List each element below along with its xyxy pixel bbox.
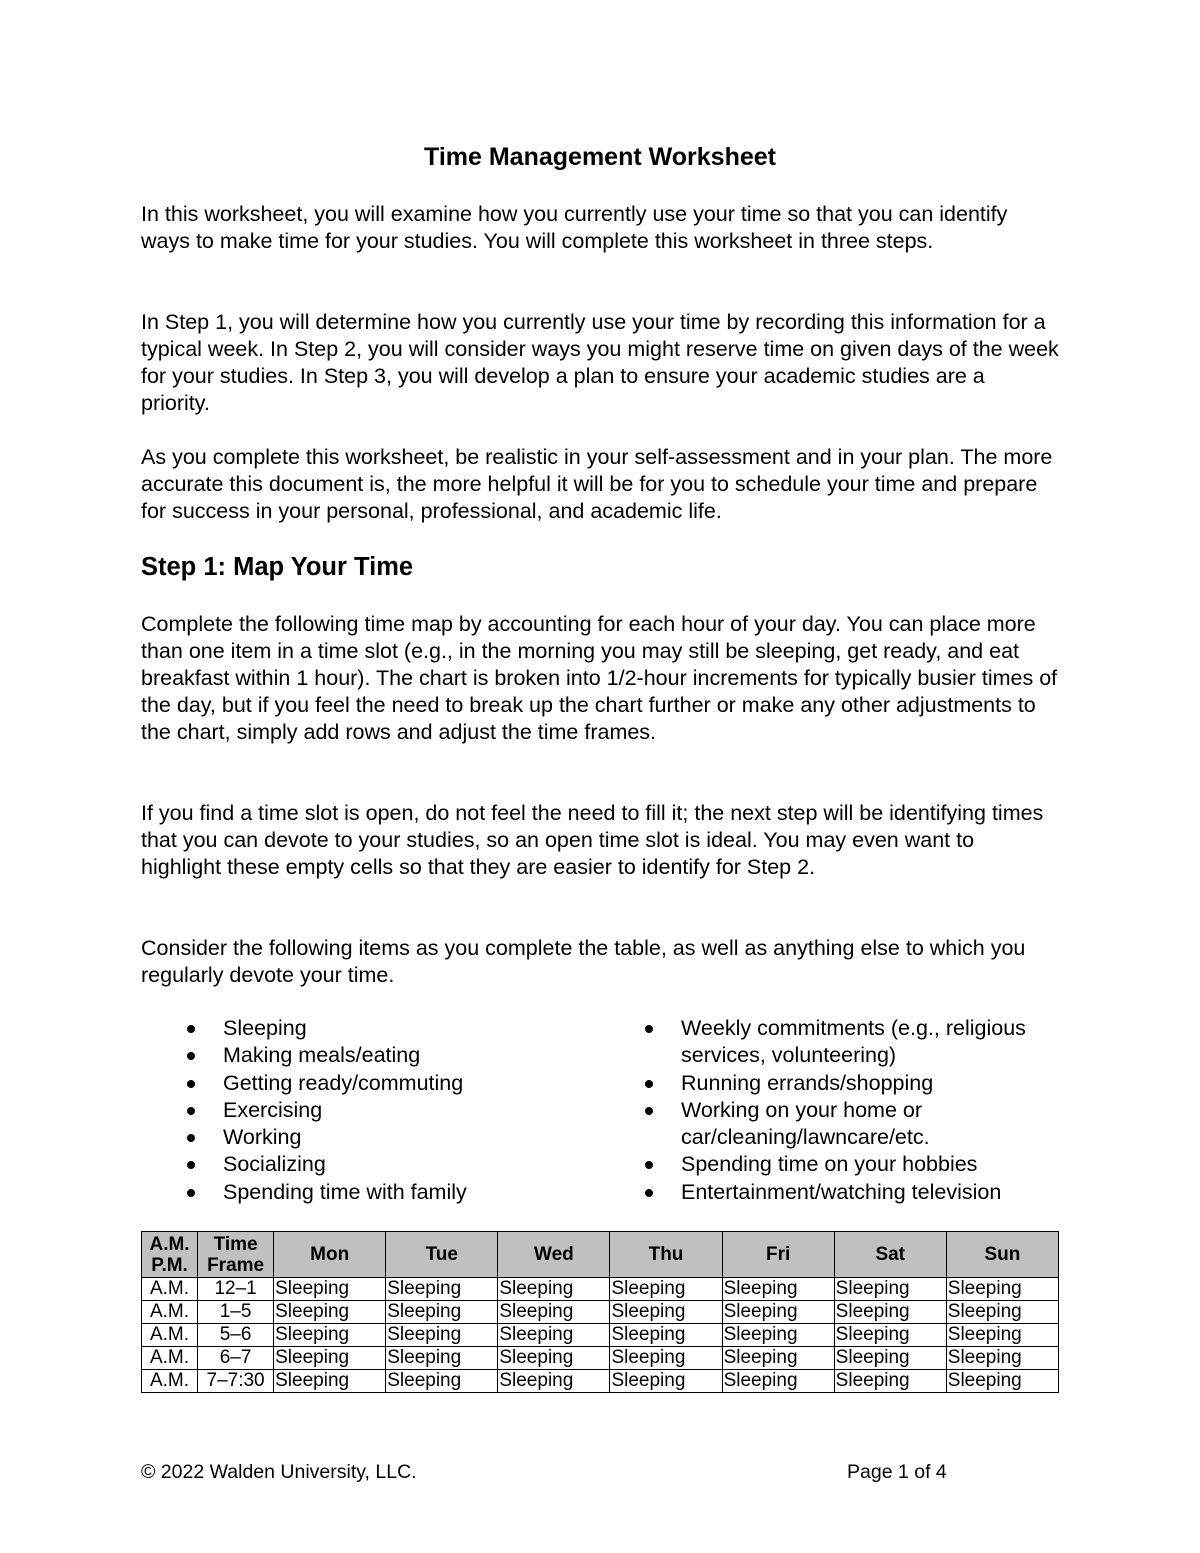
column-header-sun: Sun bbox=[946, 1232, 1058, 1278]
bullet-icon bbox=[187, 1189, 195, 1197]
table-cell[interactable]: Sleeping bbox=[834, 1278, 946, 1301]
bullet-list-right bbox=[641, 1015, 1059, 1206]
table-cell[interactable]: Sleeping bbox=[946, 1278, 1058, 1301]
table-row bbox=[142, 1278, 1059, 1301]
list-item: Spending time on your hobbies bbox=[641, 1151, 1059, 1178]
step1-paragraph-2: If you find a time slot is open, do not feel the need to fill it; the next step will be identifying times that you can devote to your studies, so an open time slot is ideal. You may even want to highlight these empty cells so that they are easier to identify for Step 2. bbox=[141, 801, 1044, 879]
bullet-list-left bbox=[183, 1015, 603, 1206]
table-cell[interactable]: Sleeping bbox=[386, 1370, 498, 1393]
table-cell[interactable]: Sleeping bbox=[834, 1301, 946, 1324]
bullet-icon bbox=[645, 1107, 653, 1115]
column-header-mon: Mon bbox=[274, 1232, 386, 1278]
table-cell-time[interactable]: 1–5 bbox=[198, 1301, 274, 1324]
bullet-icon bbox=[187, 1134, 195, 1142]
table-cell[interactable]: Sleeping bbox=[834, 1347, 946, 1370]
list-item: Sleeping bbox=[183, 1015, 603, 1042]
list-item: Entertainment/watching television bbox=[641, 1179, 1059, 1206]
table-cell-ampm[interactable]: A.M. bbox=[142, 1370, 198, 1393]
column-header-time-frame: Time Frame bbox=[198, 1232, 274, 1278]
table-cell[interactable]: Sleeping bbox=[386, 1324, 498, 1347]
bullet-icon bbox=[187, 1052, 195, 1060]
column-header-tue: Tue bbox=[386, 1232, 498, 1278]
table-cell-ampm[interactable]: A.M. bbox=[142, 1347, 198, 1370]
step1-paragraph-1: Complete the following time map by accounting for each hour of your day. You can place more than one item in a time slot (e.g., in the morning you may still be sleeping, get ready, and eat breakfast within 1 hour). The chart is broken into 1/2-hour increments for typically busier times of the day, but if you feel the need to break up the chart further or make any other adjustments to the chart, simply add rows and adjust the time frames. bbox=[141, 612, 1058, 744]
bullet-icon bbox=[645, 1189, 653, 1197]
table-cell[interactable]: Sleeping bbox=[498, 1324, 610, 1347]
table-cell[interactable]: Sleeping bbox=[722, 1347, 834, 1370]
list-item: Running errands/shopping bbox=[641, 1070, 1059, 1097]
table-cell-time[interactable]: 12–1 bbox=[198, 1278, 274, 1301]
bullet-icon bbox=[187, 1025, 195, 1033]
table-row bbox=[142, 1301, 1059, 1324]
list-item: Spending time with family bbox=[183, 1179, 603, 1206]
footer-copyright: © 2022 Walden University, LLC. bbox=[141, 1461, 417, 1483]
table-cell[interactable]: Sleeping bbox=[498, 1278, 610, 1301]
table-cell[interactable]: Sleeping bbox=[498, 1347, 610, 1370]
table-cell-time[interactable]: 7–7:30 bbox=[198, 1370, 274, 1393]
table-cell[interactable]: Sleeping bbox=[946, 1324, 1058, 1347]
table-cell[interactable]: Sleeping bbox=[722, 1370, 834, 1393]
table-cell-ampm[interactable]: A.M. bbox=[142, 1301, 198, 1324]
table-cell[interactable]: Sleeping bbox=[834, 1370, 946, 1393]
list-item: Making meals/eating bbox=[183, 1042, 603, 1069]
table-row bbox=[142, 1347, 1059, 1370]
page-title: Time Management Worksheet bbox=[424, 143, 776, 171]
column-header-thu: Thu bbox=[610, 1232, 722, 1278]
intro-paragraph-2: In Step 1, you will determine how you currently use your time by recording this information for a typical week. In Step 2, you will consider ways you might reserve time on given days of the week for your studies. In Step 3, you will develop a plan to ensure your academic studies are a priority. bbox=[141, 310, 1059, 415]
list-item: Working bbox=[183, 1124, 603, 1151]
table-cell[interactable]: Sleeping bbox=[498, 1370, 610, 1393]
list-item: Socializing bbox=[183, 1151, 603, 1178]
step1-heading: Step 1: Map Your Time bbox=[141, 553, 414, 581]
table-cell[interactable]: Sleeping bbox=[386, 1301, 498, 1324]
bullet-icon bbox=[187, 1080, 195, 1088]
table-cell[interactable]: Sleeping bbox=[274, 1278, 386, 1301]
table-cell[interactable]: Sleeping bbox=[386, 1278, 498, 1301]
bullet-icon bbox=[645, 1080, 653, 1088]
table-cell[interactable]: Sleeping bbox=[610, 1301, 722, 1324]
table-cell[interactable]: Sleeping bbox=[274, 1370, 386, 1393]
bullet-icon bbox=[645, 1161, 653, 1169]
table-cell[interactable]: Sleeping bbox=[722, 1301, 834, 1324]
list-item: Weekly commitments (e.g., religious services, volunteering) bbox=[641, 1015, 1059, 1070]
table-cell[interactable]: Sleeping bbox=[946, 1301, 1058, 1324]
table-cell[interactable]: Sleeping bbox=[274, 1347, 386, 1370]
table-cell[interactable]: Sleeping bbox=[610, 1324, 722, 1347]
footer-page-number: Page 1 of 4 bbox=[847, 1461, 947, 1483]
intro-paragraph-1: In this worksheet, you will examine how you currently use your time so that you can identify ways to make time for your studies. You will complete this worksheet in three steps. bbox=[141, 202, 1008, 253]
table-row bbox=[142, 1324, 1059, 1347]
column-header-ampm: A.M. P.M. bbox=[142, 1232, 198, 1278]
bullet-icon bbox=[187, 1161, 195, 1169]
table-cell-time[interactable]: 6–7 bbox=[198, 1347, 274, 1370]
table-cell[interactable]: Sleeping bbox=[946, 1347, 1058, 1370]
table-cell[interactable]: Sleeping bbox=[610, 1347, 722, 1370]
table-cell[interactable]: Sleeping bbox=[834, 1324, 946, 1347]
table-cell[interactable]: Sleeping bbox=[274, 1324, 386, 1347]
list-item: Exercising bbox=[183, 1097, 603, 1124]
table-cell[interactable]: Sleeping bbox=[610, 1278, 722, 1301]
table-cell[interactable]: Sleeping bbox=[722, 1278, 834, 1301]
table-header-row bbox=[142, 1232, 1059, 1278]
bullet-icon bbox=[645, 1025, 653, 1033]
table-cell-time[interactable]: 5–6 bbox=[198, 1324, 274, 1347]
table-cell[interactable]: Sleeping bbox=[386, 1347, 498, 1370]
step1-paragraph-3: Consider the following items as you complete the table, as well as anything else to which you regularly devote your time. bbox=[141, 936, 1026, 987]
table-cell[interactable]: Sleeping bbox=[498, 1301, 610, 1324]
column-header-wed: Wed bbox=[498, 1232, 610, 1278]
table-row bbox=[142, 1370, 1059, 1393]
time-map-table bbox=[141, 1231, 1059, 1393]
table-cell[interactable]: Sleeping bbox=[722, 1324, 834, 1347]
bullet-icon bbox=[187, 1107, 195, 1115]
table-cell[interactable]: Sleeping bbox=[274, 1301, 386, 1324]
table-cell-ampm[interactable]: A.M. bbox=[142, 1278, 198, 1301]
intro-paragraph-3: As you complete this worksheet, be realistic in your self-assessment and in your plan. The more accurate this document is, the more helpful it will be for you to schedule your time and prepare for success in your personal, professional, and academic life. bbox=[141, 445, 1053, 523]
table-cell-ampm[interactable]: A.M. bbox=[142, 1324, 198, 1347]
column-header-sat: Sat bbox=[834, 1232, 946, 1278]
list-item: Getting ready/commuting bbox=[183, 1070, 603, 1097]
table-cell[interactable]: Sleeping bbox=[946, 1370, 1058, 1393]
list-item: Working on your home or car/cleaning/lawncare/etc. bbox=[641, 1097, 1059, 1152]
column-header-fri: Fri bbox=[722, 1232, 834, 1278]
table-cell[interactable]: Sleeping bbox=[610, 1370, 722, 1393]
